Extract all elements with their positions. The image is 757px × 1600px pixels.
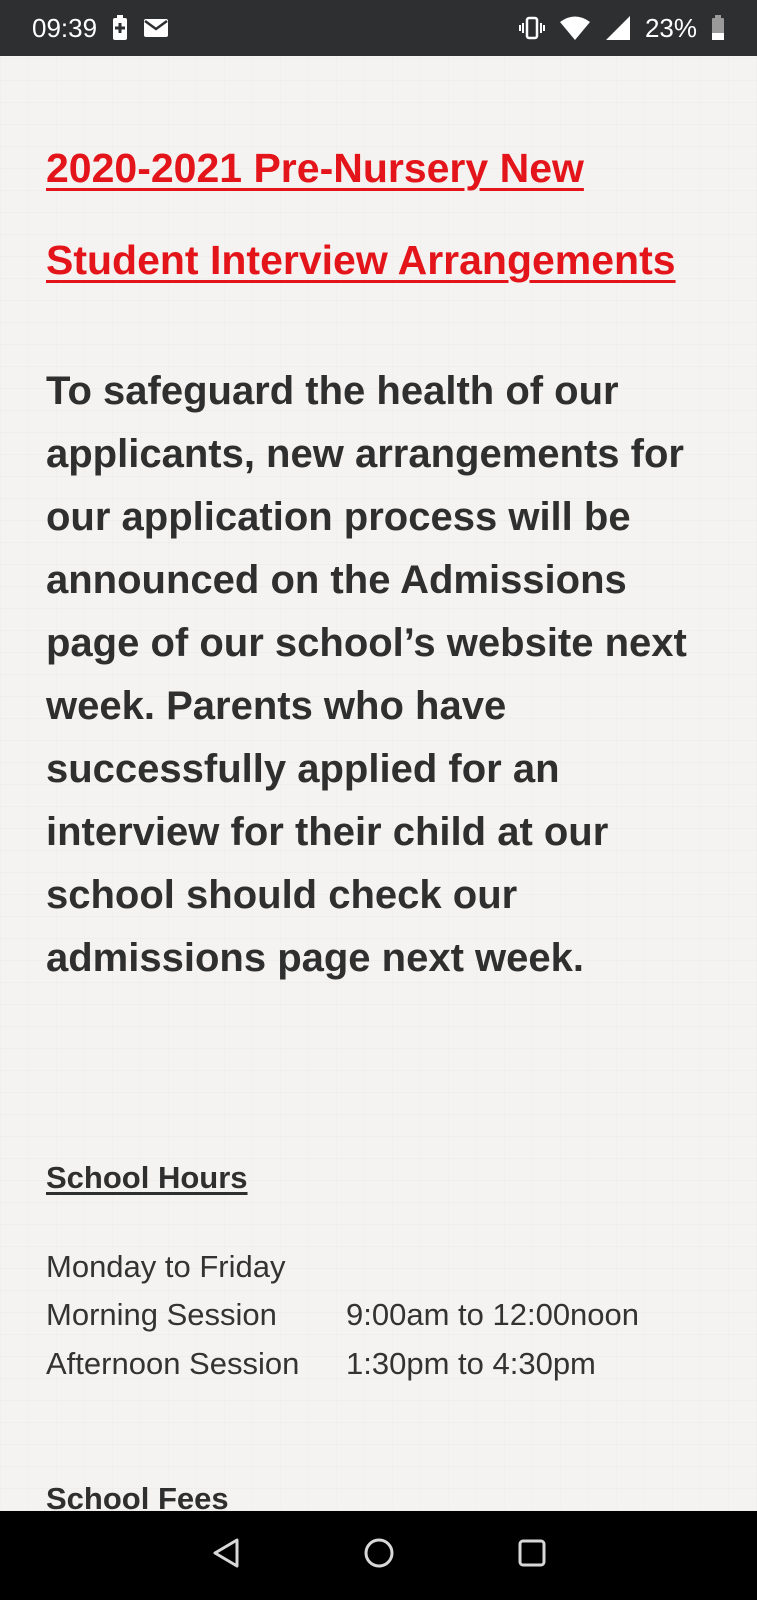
- home-button[interactable]: [355, 1532, 403, 1580]
- navigation-bar: [0, 1511, 757, 1600]
- status-left: [32, 13, 169, 44]
- school-days: Monday to Friday: [46, 1249, 286, 1284]
- school-hours-heading: School Hours: [46, 1160, 248, 1195]
- mail-icon: [143, 18, 169, 38]
- afternoon-session-time: 1:30pm to 4:30pm: [346, 1346, 596, 1381]
- home-icon: [362, 1536, 396, 1575]
- status-time: 09:39: [32, 12, 98, 43]
- battery-saver-icon: [111, 14, 129, 42]
- back-icon: [209, 1536, 243, 1575]
- afternoon-session-label: Afternoon Session: [46, 1346, 300, 1381]
- morning-session-time: 9:00am to 12:00noon: [346, 1297, 640, 1332]
- morning-session-row: [46, 1297, 639, 1333]
- headline-line-2: Student Interview Arrangements: [46, 237, 676, 283]
- back-button[interactable]: [202, 1532, 250, 1580]
- article-body: [46, 56, 721, 1511]
- headline[interactable]: [46, 122, 721, 306]
- notice-paragraph: To safeguard the health of our applicants, new arrangements for our application process will be announced on the Admissions page of our school’s website next week. Parents who have successfully applied for an interview for their child at our school should check our admissions page next week.: [46, 369, 687, 980]
- status-bar: [0, 0, 757, 56]
- battery-percent: 23%: [644, 12, 697, 43]
- battery-icon: [711, 15, 725, 41]
- status-right: [519, 13, 725, 44]
- signal-icon: [605, 15, 631, 41]
- vibrate-icon: [519, 16, 545, 40]
- morning-session-label: Morning Session: [46, 1297, 277, 1332]
- headline-line-1: 2020-2021 Pre-Nursery New: [46, 145, 584, 191]
- page-content[interactable]: [0, 56, 757, 1511]
- afternoon-session-row: [46, 1346, 596, 1382]
- recents-icon: [515, 1536, 549, 1575]
- wifi-icon: [559, 15, 591, 41]
- recents-button[interactable]: [508, 1532, 556, 1580]
- school-fees-heading: School Fees: [46, 1481, 229, 1511]
